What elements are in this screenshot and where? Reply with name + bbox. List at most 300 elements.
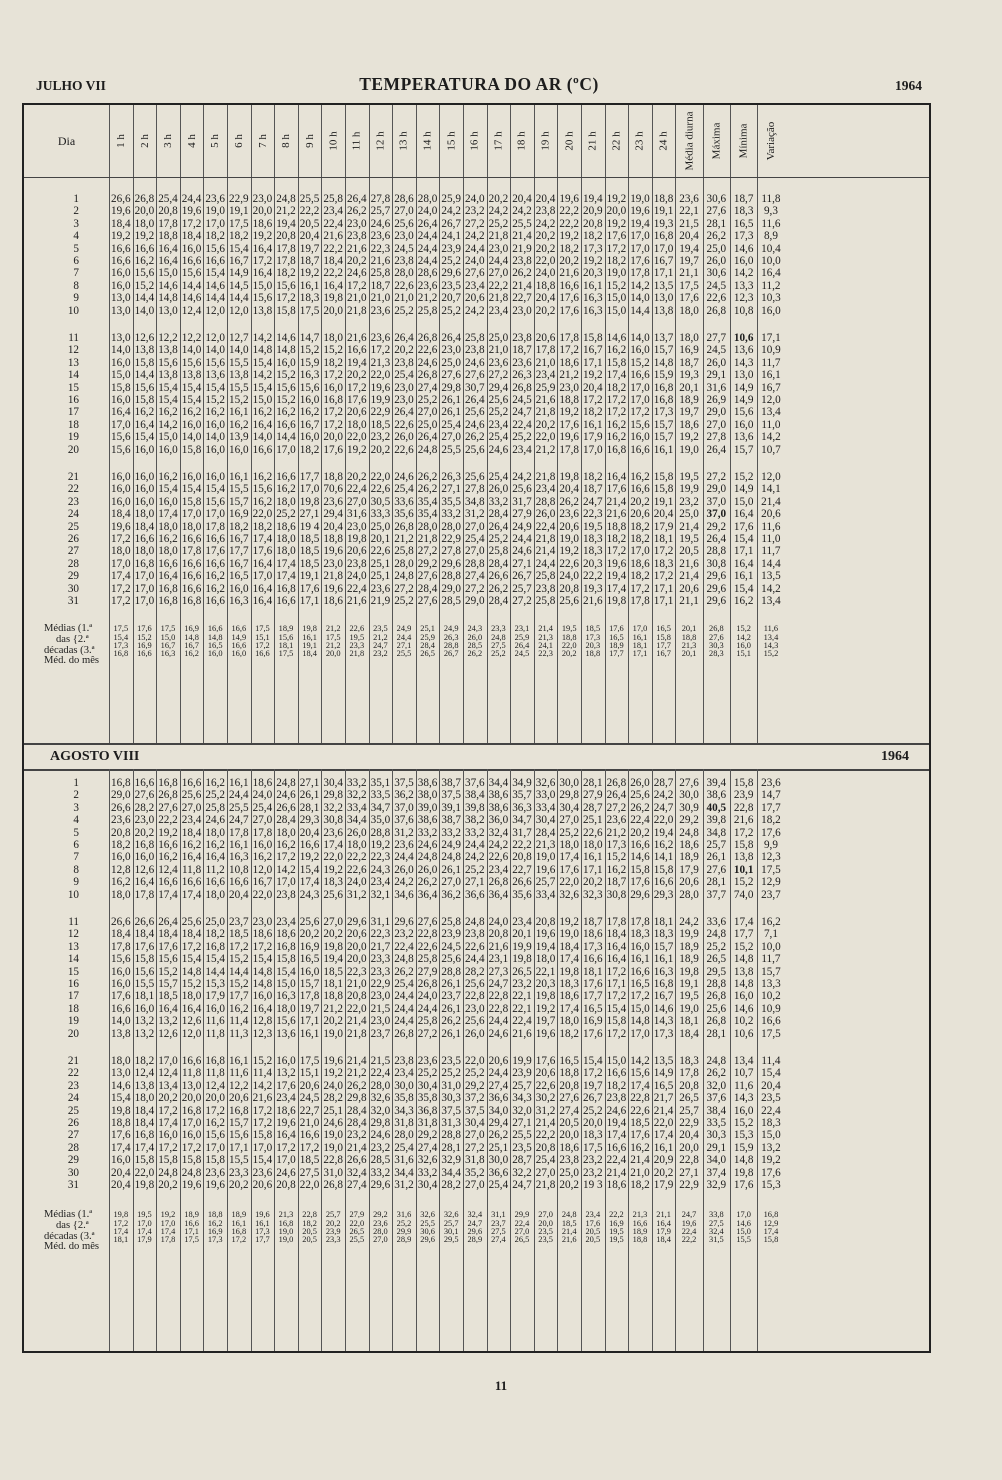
temperature-cell: 17,1: [761, 332, 781, 344]
temperature-cell: 12,3: [252, 1027, 273, 1040]
mean-cell: 16,9: [137, 640, 152, 650]
temperature-cell: 14,0: [181, 344, 202, 357]
temperature-cell: 18,0: [134, 508, 155, 521]
temperature-cell: 24,2: [465, 851, 485, 864]
temperature-cell: 18,0: [158, 520, 178, 533]
mean-cell: 25,5: [396, 649, 412, 658]
temperature-cell: 12,4: [158, 1067, 178, 1080]
temperature-cell: 15,5: [134, 978, 155, 990]
header-label: 24 h: [657, 131, 670, 151]
temperature-cell: 25,2: [276, 508, 296, 521]
mean-cell: 31,1: [491, 1210, 506, 1220]
temperature-cell: 26,8: [417, 978, 438, 990]
temperature-cell: 15,4: [733, 533, 754, 545]
mean-cell: 15,8: [656, 632, 671, 642]
temperature-cell: 11,7: [761, 953, 781, 966]
temperature-cell: 18,2: [630, 1179, 650, 1191]
temperature-cell: 29,6: [347, 916, 367, 928]
temperature-cell: 27,0: [441, 431, 461, 444]
temperature-cell: 23,0: [465, 1002, 485, 1015]
temperature-cell: 24,8: [706, 928, 727, 941]
temperature-cell: 15,2: [733, 876, 754, 889]
temperature-cell: 16,0: [134, 483, 155, 496]
temperature-cell: 17,5: [299, 1055, 320, 1067]
temperature-cell: 17,6: [158, 940, 178, 953]
temperature-cell: 34,4: [488, 777, 509, 789]
temperature-cell: 26,5: [512, 965, 532, 978]
temperature-cell: 17,0: [205, 508, 225, 521]
temperature-cell: 17,9: [679, 863, 699, 876]
temperature-cell: 31,2: [535, 1104, 556, 1117]
temperature-cell: 15,8: [181, 443, 202, 456]
temperature-cell: 15,4: [733, 582, 754, 595]
temperature-cell: 19,4: [583, 193, 603, 205]
temperature-cell: 26,0: [394, 431, 414, 444]
temperature-cell: 16,6: [205, 533, 225, 545]
temperature-cell: 23,8: [394, 356, 414, 369]
temperature-cell: 17,6: [733, 520, 754, 533]
mean-cell: 17,0: [160, 1218, 176, 1228]
temperature-cell: 30,4: [417, 1179, 438, 1191]
page-number: 11: [494, 1378, 508, 1393]
temperature-cell: 24,4: [417, 242, 438, 255]
temperature-cell: 13,4: [761, 595, 781, 607]
header-label: 3 h: [161, 134, 174, 148]
temperature-cell: 16,0: [733, 1104, 754, 1117]
temperature-cell: 22,6: [706, 292, 727, 305]
temperature-cell: 9,9: [763, 839, 778, 851]
temperature-cell: 16,0: [761, 304, 781, 317]
temperature-cell: 20,9: [653, 1154, 674, 1167]
temperature-cell: 23,3: [229, 1166, 249, 1179]
temperature-cell: 22,8: [679, 1154, 699, 1167]
temperature-cell: 30,0: [679, 789, 699, 802]
temperature-cell: 18,2: [606, 255, 627, 267]
temperature-cell: 27,2: [706, 471, 727, 483]
temperature-cell: 39,8: [465, 801, 485, 814]
mean-cell: 24,4: [396, 632, 412, 642]
temperature-cell: 23,6: [111, 814, 131, 827]
temperature-cell: 21,2: [606, 826, 627, 839]
temperature-cell: 15,4: [181, 953, 202, 966]
temperature-cell: 16,8: [158, 595, 178, 607]
temperature-cell: 20,2: [630, 495, 650, 508]
mean-cell: 25,2: [491, 649, 506, 658]
table-row: [24, 1129, 929, 1141]
temperature-cell: 36,0: [488, 814, 509, 827]
temperature-cell: 20,8: [488, 928, 509, 941]
temperature-cell: 19,8: [559, 965, 579, 978]
temperature-cell: 18,8: [559, 394, 579, 406]
temperature-cell: 14,8: [733, 953, 754, 966]
temperature-cell: 17,3: [653, 1027, 674, 1040]
temperature-cell: 19,4: [630, 217, 650, 230]
table-row: [24, 1167, 929, 1179]
mean-cell: 24,5: [514, 649, 530, 658]
temperature-cell: 16,0: [276, 356, 296, 369]
temperature-cell: 20,0: [559, 1129, 579, 1142]
temperature-cell: 15,8: [252, 1129, 273, 1142]
mean-cell: 27,0: [373, 1235, 388, 1244]
mean-cell: 25,2: [396, 1218, 412, 1228]
temperature-cell: 15,0: [606, 292, 627, 305]
day-number: 30: [67, 582, 79, 595]
temperature-cell: 17,0: [276, 876, 296, 889]
table-row: [24, 243, 929, 255]
temperature-cell: 28,7: [653, 777, 674, 789]
temperature-cell: 32,6: [535, 777, 556, 789]
mean-cell: 21,3: [681, 640, 697, 650]
temperature-cell: 24,8: [706, 1055, 727, 1067]
temperature-cell: 17,0: [252, 570, 273, 583]
temperature-cell: 15,0: [606, 304, 627, 317]
mean-cell: 16,6: [632, 1218, 648, 1228]
header-18-h: [510, 105, 534, 177]
temperature-cell: 38,4: [706, 1104, 727, 1117]
mean-cell: 22,8: [302, 1210, 317, 1220]
mean-cell: 26,8: [709, 624, 724, 634]
temperature-cell: 16,0: [733, 418, 754, 431]
temperature-cell: 21,3: [370, 356, 391, 369]
mean-cell: 26,5: [514, 1235, 530, 1244]
temperature-cell: 29,6: [441, 557, 461, 570]
temperature-cell: 16,8: [134, 839, 155, 851]
temperature-cell: 13,9: [229, 431, 249, 444]
temperature-cell: 19,2: [323, 863, 343, 876]
temperature-cell: 16,6: [252, 443, 273, 456]
day-number: 1: [73, 777, 79, 789]
day-number: 24: [67, 1092, 79, 1105]
temperature-cell: 22,8: [733, 801, 754, 814]
mean-cell: 29,2: [373, 1210, 388, 1220]
temperature-cell: 21,8: [323, 570, 343, 583]
means-label: das {2.ª: [56, 1219, 89, 1231]
temperature-cell: 17,8: [111, 940, 131, 953]
temperature-cell: 17,6: [630, 255, 650, 267]
temperature-cell: 21,5: [370, 1055, 391, 1067]
temperature-cell: 35,6: [512, 888, 532, 901]
temperature-cell: 19,7: [583, 1079, 603, 1092]
temperature-cell: 28,2: [323, 1092, 343, 1105]
temperature-cell: 18,2: [761, 814, 781, 827]
day-number: 9: [73, 292, 79, 305]
mean-cell: 23,1: [514, 624, 530, 634]
table-row: [24, 814, 929, 826]
header-label: Mínima: [737, 123, 750, 159]
temperature-cell: 19,2: [559, 545, 579, 558]
temperature-cell: 34,0: [706, 1154, 727, 1167]
temperature-cell: 17,4: [158, 1117, 178, 1129]
mean-cell: 21,3: [538, 632, 553, 642]
temperature-cell: 16,5: [559, 1055, 579, 1067]
mean-cell: 31,6: [396, 1210, 412, 1220]
temperature-cell: 14,6: [606, 332, 627, 344]
temperature-cell: 21,6: [347, 595, 367, 607]
temperature-cell: 17,2: [347, 279, 367, 292]
temperature-cell: 10,4: [761, 242, 781, 255]
temperature-cell: 16,2: [205, 1117, 225, 1129]
mean-cell: 16,5: [609, 632, 624, 642]
mean-cell: 16,1: [632, 632, 648, 642]
temperature-cell: 21,2: [417, 292, 438, 305]
temperature-cell: 22,3: [583, 508, 603, 521]
temperature-cell: 33,0: [535, 789, 556, 802]
temperature-cell: 15,0: [733, 495, 754, 508]
temperature-cell: 26,8: [417, 332, 438, 344]
table-row: [24, 521, 929, 533]
temperature-cell: 20,4: [299, 230, 320, 243]
temperature-cell: 15,8: [181, 1154, 202, 1167]
table-row: [24, 583, 929, 595]
temperature-cell: 27,2: [465, 217, 485, 230]
temperature-cell: 18,2: [583, 406, 603, 419]
temperature-cell: 20,0: [583, 1117, 603, 1129]
temperature-cell: 27,6: [465, 267, 485, 280]
temperature-cell: 24,4: [417, 1002, 438, 1015]
temperature-cell: 16,2: [181, 406, 202, 419]
temperature-cell: 19,2: [559, 916, 579, 928]
temperature-cell: 23,6: [488, 356, 509, 369]
temperature-cell: 15,4: [158, 483, 178, 496]
temperature-cell: 25,2: [559, 826, 579, 839]
temperature-cell: 17,5: [583, 1141, 603, 1154]
temperature-cell: 20,6: [535, 1067, 556, 1080]
temperature-cell: 16,0: [111, 851, 131, 864]
temperature-cell: 22,6: [417, 344, 438, 357]
temperature-cell: 27,0: [706, 418, 727, 431]
temperature-cell: 17,2: [559, 344, 579, 357]
temperature-cell: 24,8: [394, 570, 414, 583]
temperature-cell: 20,0: [606, 205, 627, 218]
day-number: 13: [67, 356, 79, 369]
table-row: [24, 1105, 929, 1117]
mean-cell: 16,7: [656, 649, 671, 658]
temperature-cell: 15,2: [158, 965, 178, 978]
temperature-cell: 27,1: [299, 777, 320, 789]
temperature-cell: 10,6: [733, 1027, 754, 1040]
temperature-cell: 24,6: [370, 1129, 391, 1142]
mean-cell: 25,5: [349, 1235, 365, 1244]
temperature-cell: 16,0: [134, 851, 155, 864]
temperature-cell: 15,4: [276, 965, 296, 978]
temperature-cell: 27,4: [559, 1104, 579, 1117]
temperature-cell: 24,8: [417, 443, 438, 456]
temperature-cell: 16,6: [158, 557, 178, 570]
temperature-cell: 22,9: [679, 1117, 699, 1129]
temperature-cell: 22,9: [370, 978, 391, 990]
temperature-cell: 22,9: [370, 406, 391, 419]
temperature-cell: 18,5: [299, 557, 320, 570]
day-number: 13: [67, 940, 79, 953]
temperature-cell: 15,7: [158, 978, 178, 990]
temperature-cell: 18,4: [181, 826, 202, 839]
temperature-cell: 18,7: [512, 344, 532, 357]
temperature-cell: 14,8: [181, 965, 202, 978]
temperature-cell: 23,6: [323, 495, 343, 508]
temperature-cell: 24,3: [370, 863, 391, 876]
temperature-cell: 18,2: [630, 533, 650, 545]
temperature-cell: 13,5: [653, 279, 674, 292]
temperature-cell: 22,3: [370, 242, 391, 255]
temperature-cell: 23,8: [559, 1154, 579, 1167]
temperature-cell: 25,7: [535, 876, 556, 889]
mean-cell: 18,9: [278, 624, 294, 634]
header-20-h: [557, 105, 581, 177]
temperature-cell: 22,0: [535, 255, 556, 267]
mean-cell: 17,4: [160, 1226, 176, 1236]
temperature-cell: 20,2: [630, 826, 650, 839]
temperature-cell: 15,2: [323, 344, 343, 357]
temperature-cell: 16,4: [205, 851, 225, 864]
temperature-cell: 19,0: [205, 205, 225, 218]
temperature-cell: 20,2: [347, 471, 367, 483]
temperature-cell: 23,5: [512, 1141, 532, 1154]
temperature-cell: 26,0: [347, 826, 367, 839]
temperature-cell: 17,8: [205, 520, 225, 533]
header-13-h: [392, 105, 416, 177]
temperature-cell: 25,8: [441, 916, 461, 928]
mean-cell: 18,1: [278, 640, 294, 650]
temperature-cell: 13,8: [158, 369, 178, 382]
table-row: [24, 1015, 929, 1027]
temperature-cell: 15,9: [299, 356, 320, 369]
mean-cell: 16,9: [609, 1218, 624, 1228]
temperature-cell: 18,8: [323, 533, 343, 545]
mean-cell: 16,6: [184, 1218, 199, 1228]
temperature-cell: 18,3: [630, 928, 650, 941]
header-5-h: [203, 105, 227, 177]
day-number: 31: [67, 595, 79, 607]
temperature-cell: 26,4: [706, 443, 727, 456]
temperature-cell: 19,2: [535, 1002, 556, 1015]
temperature-cell: 25,6: [465, 406, 485, 419]
month-label: JULHO VII: [36, 78, 106, 93]
temperature-cell: 13,2: [134, 1015, 155, 1028]
temperature-cell: 17,2: [606, 394, 627, 406]
temperature-cell: 24,8: [276, 777, 296, 789]
temperature-cell: 16,2: [205, 570, 225, 583]
temperature-cell: 35,5: [441, 495, 461, 508]
temperature-cell: 24,4: [394, 851, 414, 864]
temperature-cell: 29,4: [488, 381, 509, 394]
temperature-cell: 20,2: [158, 1179, 178, 1191]
temperature-cell: 24,6: [276, 789, 296, 802]
temperature-cell: 32,0: [706, 1079, 727, 1092]
mean-cell: 22,3: [538, 649, 553, 658]
temperature-cell: 16,0: [111, 965, 131, 978]
temperature-cell: 15,6: [252, 292, 273, 305]
temperature-cell: 25,6: [465, 1015, 485, 1028]
temperature-cell: 14,2: [252, 369, 273, 382]
temperature-cell: 16,0: [111, 279, 131, 292]
temperature-cell: 28,5: [370, 1154, 391, 1167]
temperature-cell: 16,4: [158, 570, 178, 583]
temperature-cell: 14,8: [733, 978, 754, 990]
table-row: [24, 558, 929, 570]
temperature-cell: 27,1: [441, 483, 461, 496]
temperature-cell: 19,6: [535, 1027, 556, 1040]
temperature-cell: 25,2: [488, 217, 509, 230]
temperature-cell: 32,2: [512, 1166, 532, 1179]
temperature-cell: 13,3: [761, 978, 781, 990]
temperature-cell: 23,6: [417, 1055, 438, 1067]
temperature-cell: 16,2: [205, 406, 225, 419]
section-separator: [24, 743, 929, 745]
mean-cell: 16,7: [184, 640, 199, 650]
temperature-cell: 18,2: [606, 533, 627, 545]
temperature-cell: 26,0: [630, 777, 650, 789]
temperature-cell: 17,2: [583, 394, 603, 406]
temperature-cell: 17,1: [653, 267, 674, 280]
temperature-cell: 19,6: [276, 1117, 296, 1129]
temperature-cell: 16,0: [733, 255, 754, 267]
temperature-cell: 21,2: [394, 533, 414, 545]
mean-cell: 20,0: [325, 649, 341, 658]
temperature-cell: 16,0: [134, 443, 155, 456]
temperature-cell: 21,4: [347, 1015, 367, 1028]
temperature-cell: 23,6: [606, 814, 627, 827]
temperature-cell: 15,6: [111, 953, 131, 966]
temperature-cell: 27,3: [488, 965, 509, 978]
temperature-cell: 35,2: [465, 1166, 485, 1179]
temperature-cell: 28,4: [347, 1117, 367, 1129]
temperature-cell: 15,8: [733, 777, 754, 789]
temperature-cell: 13,8: [252, 304, 273, 317]
temperature-cell: 18,3: [559, 978, 579, 990]
temperature-cell: 28,1: [583, 777, 603, 789]
temperature-cell: 16,2: [205, 777, 225, 789]
temperature-cell: 16,6: [181, 533, 202, 545]
temperature-cell: 26,2: [630, 801, 650, 814]
temperature-cell: 21,4: [606, 495, 627, 508]
temperature-cell: 24,2: [488, 205, 509, 218]
temperature-cell: 17,2: [653, 545, 674, 558]
temperature-cell: 17,6: [252, 545, 273, 558]
temperature-cell: 17,4: [276, 570, 296, 583]
temperature-cell: 35,8: [394, 1092, 414, 1105]
temperature-cell: 15,4: [229, 242, 249, 255]
temperature-cell: 19,4: [347, 356, 367, 369]
temperature-cell: 22,4: [630, 814, 650, 827]
temperature-cell: 19,8: [299, 495, 320, 508]
temperature-cell: 19,0: [679, 1002, 699, 1015]
header-12-h: [369, 105, 393, 177]
temperature-cell: 15,6: [630, 418, 650, 431]
temperature-cell: 22,7: [512, 292, 532, 305]
temperature-cell: 14,6: [158, 279, 178, 292]
header-4-h: [180, 105, 204, 177]
table-row: [24, 394, 929, 406]
temperature-cell: 15,5: [229, 483, 249, 496]
temperature-cell: 18,6: [583, 928, 603, 941]
temperature-cell: 19,7: [535, 1015, 556, 1028]
table-row: [24, 431, 929, 443]
mean-cell: 17,3: [207, 1235, 223, 1244]
temperature-cell: 15,6: [181, 267, 202, 280]
temperature-cell: 18,9: [679, 394, 699, 406]
temperature-cell: 26,6: [111, 801, 131, 814]
temperature-cell: 15,6: [276, 381, 296, 394]
temperature-cell: 24,4: [417, 230, 438, 243]
header-máxima: [703, 105, 730, 177]
temperature-cell: 29,0: [441, 582, 461, 595]
temperature-cell: 16,0: [111, 394, 131, 406]
temperature-cell: 29,6: [630, 888, 650, 901]
temperature-cell: 24,7: [512, 1179, 532, 1191]
temperature-cell: 23,4: [512, 916, 532, 928]
day-number: 9: [73, 876, 79, 889]
temperature-cell: 28,5: [441, 595, 461, 607]
